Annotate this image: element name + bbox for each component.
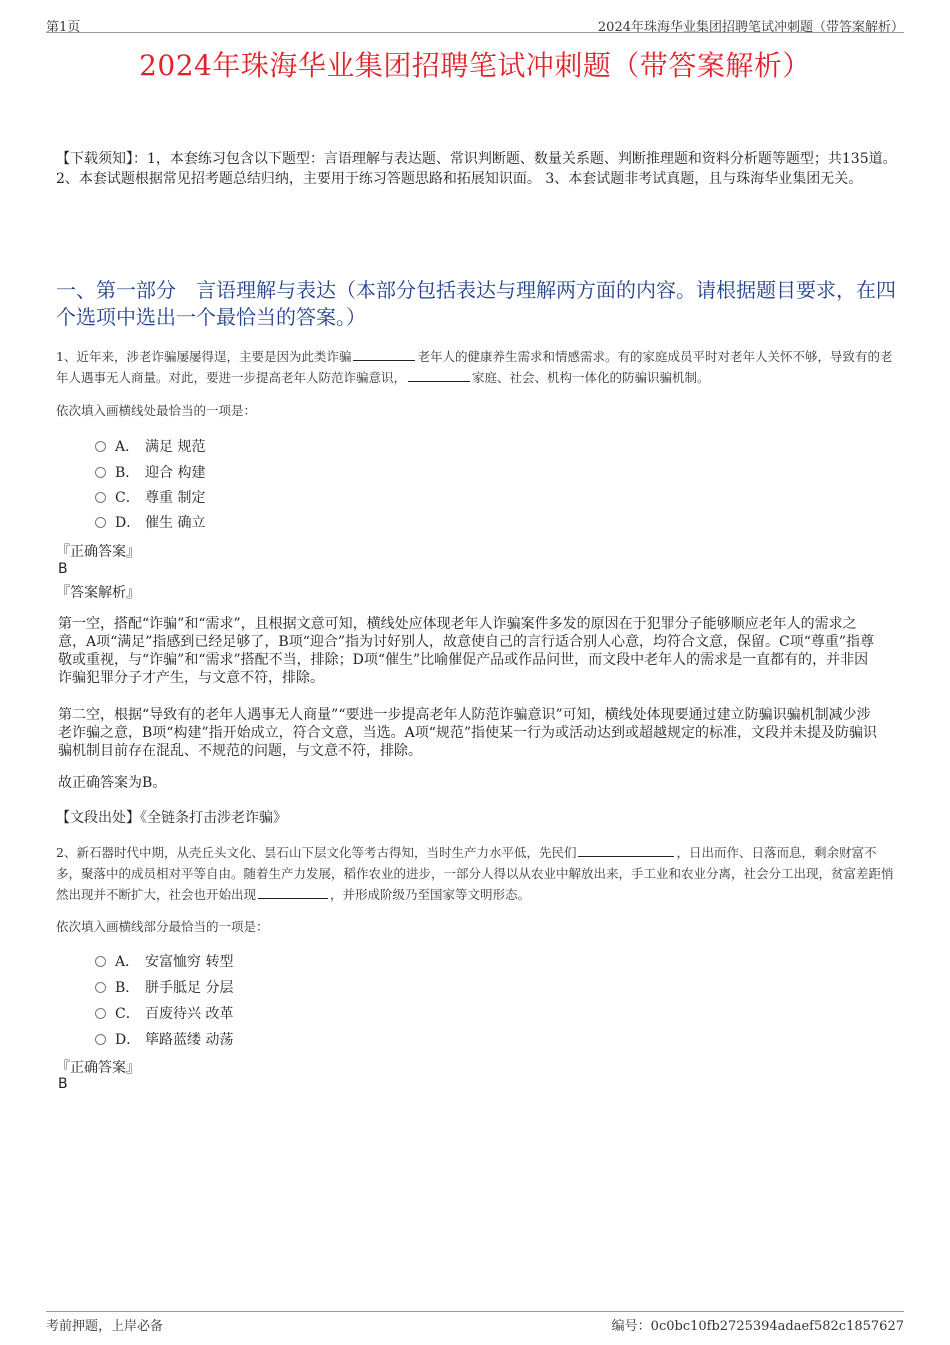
q2-blank-2 [258, 885, 328, 899]
q2-answer-label: 『正确答案』 [56, 1060, 140, 1076]
q2-option-c[interactable]: C． 百废待兴 改革 [95, 1003, 233, 1023]
q1-analysis-label: 『答案解析』 [56, 585, 140, 601]
footer-slogan: 考前押题，上岸必备 [46, 1319, 164, 1334]
page-header [46, 14, 904, 33]
q1-answer-label: 『正确答案』 [56, 544, 140, 560]
question-1-text [56, 346, 898, 388]
page-number: 第1页 [46, 20, 81, 35]
q1-blank-2 [408, 368, 470, 382]
q1-option-b[interactable]: B． 迎合 构建 [95, 462, 205, 482]
q2-option-d[interactable]: D． 筚路蓝缕 动荡 [95, 1029, 233, 1049]
q1-option-c[interactable]: C． 尊重 制定 [95, 487, 205, 507]
radio-icon[interactable] [95, 441, 106, 452]
q2-text-part2: ，日出而作、日落而息，剩余财富不多，聚落中的成员相对平等自由。随着生产力发展，稻作农业的进步，一部分人得以从农业中解放出来，手工业和农业分离，社会分工出现，贫富差距悄然出现并不断扩大，社会也开始出现 [56, 845, 894, 902]
radio-icon[interactable] [95, 517, 106, 528]
footer-doc-id: 编号：0c0bc10fb2725394adaef582c1857627 [611, 1319, 904, 1334]
radio-icon[interactable] [95, 982, 106, 993]
q1-instruction: 依次填入画横线处最恰当的一项是： [56, 403, 257, 418]
q1-answer: B [58, 561, 68, 577]
q1-analysis-paragraph-3: 故正确答案为B。 [58, 775, 167, 791]
header-doc-title: 2024年珠海华业集团招聘笔试冲刺题（带答案解析） [597, 20, 904, 35]
radio-icon[interactable] [95, 1034, 106, 1045]
page-footer [46, 1311, 904, 1332]
q1-option-a[interactable]: A． 满足 规范 [95, 436, 205, 456]
section-title: 一、第一部分 言语理解与表达（本部分包括表达与理解两方面的内容。请根据题目要求，在四个选项中选出一个最恰当的答案。） [56, 278, 896, 329]
q1-analysis-paragraph-1: 第一空，搭配“诈骗”和“需求”，且根据文意可知，横线处应体现老年人诈骗案件多发的原因在于犯罪分子能够顺应老年人的需求之意，A项“满足”指感到已经足够了，B项“迎合”指为讨好别人，故意使自己的言行适合别人心意，均符合文意，保留。C项“尊重”指尊敬或重视，与“诈骗”和“需求”搭配不当，排除；D项“催生”比喻催促产品或作品问世，而文段中老年人的需求是一直都有的，并非因诈骗犯罪分子才产生，与文意不符，排除。 [58, 616, 875, 686]
q1-blank-1 [353, 347, 415, 361]
download-notice: 【下载须知】：1，本套练习包含以下题型：言语理解与表达题、常识判断题、数量关系题、判断推理题和资料分析题等题型；共135道。 2、本套试题根据常见招考题总结归纳，主要用于练习答题思路和拓展知识面。 3、本套试题非考试真题，且与珠海华业集团无关。 [56, 151, 897, 187]
q2-option-b[interactable]: B． 胼手胝足 分层 [95, 977, 233, 997]
radio-icon[interactable] [95, 956, 106, 967]
q2-text-part1: 2、新石器时代中期，从壳丘头文化、昙石山下层文化等考古得知，当时生产力水平低，先民们 [56, 845, 577, 860]
q1-source: 【文段出处】《全链条打击涉老诈骗》 [56, 810, 287, 826]
question-2-text [56, 842, 898, 905]
document-title: 2024年珠海华业集团招聘笔试冲刺题（带答案解析） [139, 49, 811, 82]
q2-option-a[interactable]: A． 安富恤穷 转型 [95, 951, 233, 971]
q2-text-part3: ，并形成阶级乃至国家等文明形态。 [330, 887, 531, 902]
radio-icon[interactable] [95, 1008, 106, 1019]
radio-icon[interactable] [95, 467, 106, 478]
q2-answer: B [58, 1076, 68, 1092]
q1-option-d[interactable]: D． 催生 确立 [95, 512, 205, 532]
radio-icon[interactable] [95, 492, 106, 503]
q1-text-part2: 老年人的健康养生需求和情感需求。有的家庭成员平时对老年人关怀不够，导致有的老年人遇事无人商量。对此，要进一步提高老年人防范诈骗意识， [56, 349, 893, 385]
q1-text-part1: 1、近年来，涉老诈骗屡屡得逞，主要是因为此类诈骗 [56, 349, 352, 364]
q2-blank-1 [578, 843, 674, 857]
q1-analysis-paragraph-2: 第二空，根据“导致有的老年人遇事无人商量”“要进一步提高老年人防范诈骗意识”可知，横线处体现要通过建立防骗识骗机制减少涉老诈骗之意，B项“构建”指开始成立，符合文意，当选。A项“规范”指使某一行为或活动达到或超越规定的标准，文段并未提及防骗识骗机制目前存在混乱、不规范的问题，与文意不符，排除。 [58, 707, 878, 759]
q2-instruction: 依次填入画横线部分最恰当的一项是： [56, 919, 269, 934]
q1-text-part3: 家庭、社会、机构一体化的防骗识骗机制。 [472, 370, 710, 385]
